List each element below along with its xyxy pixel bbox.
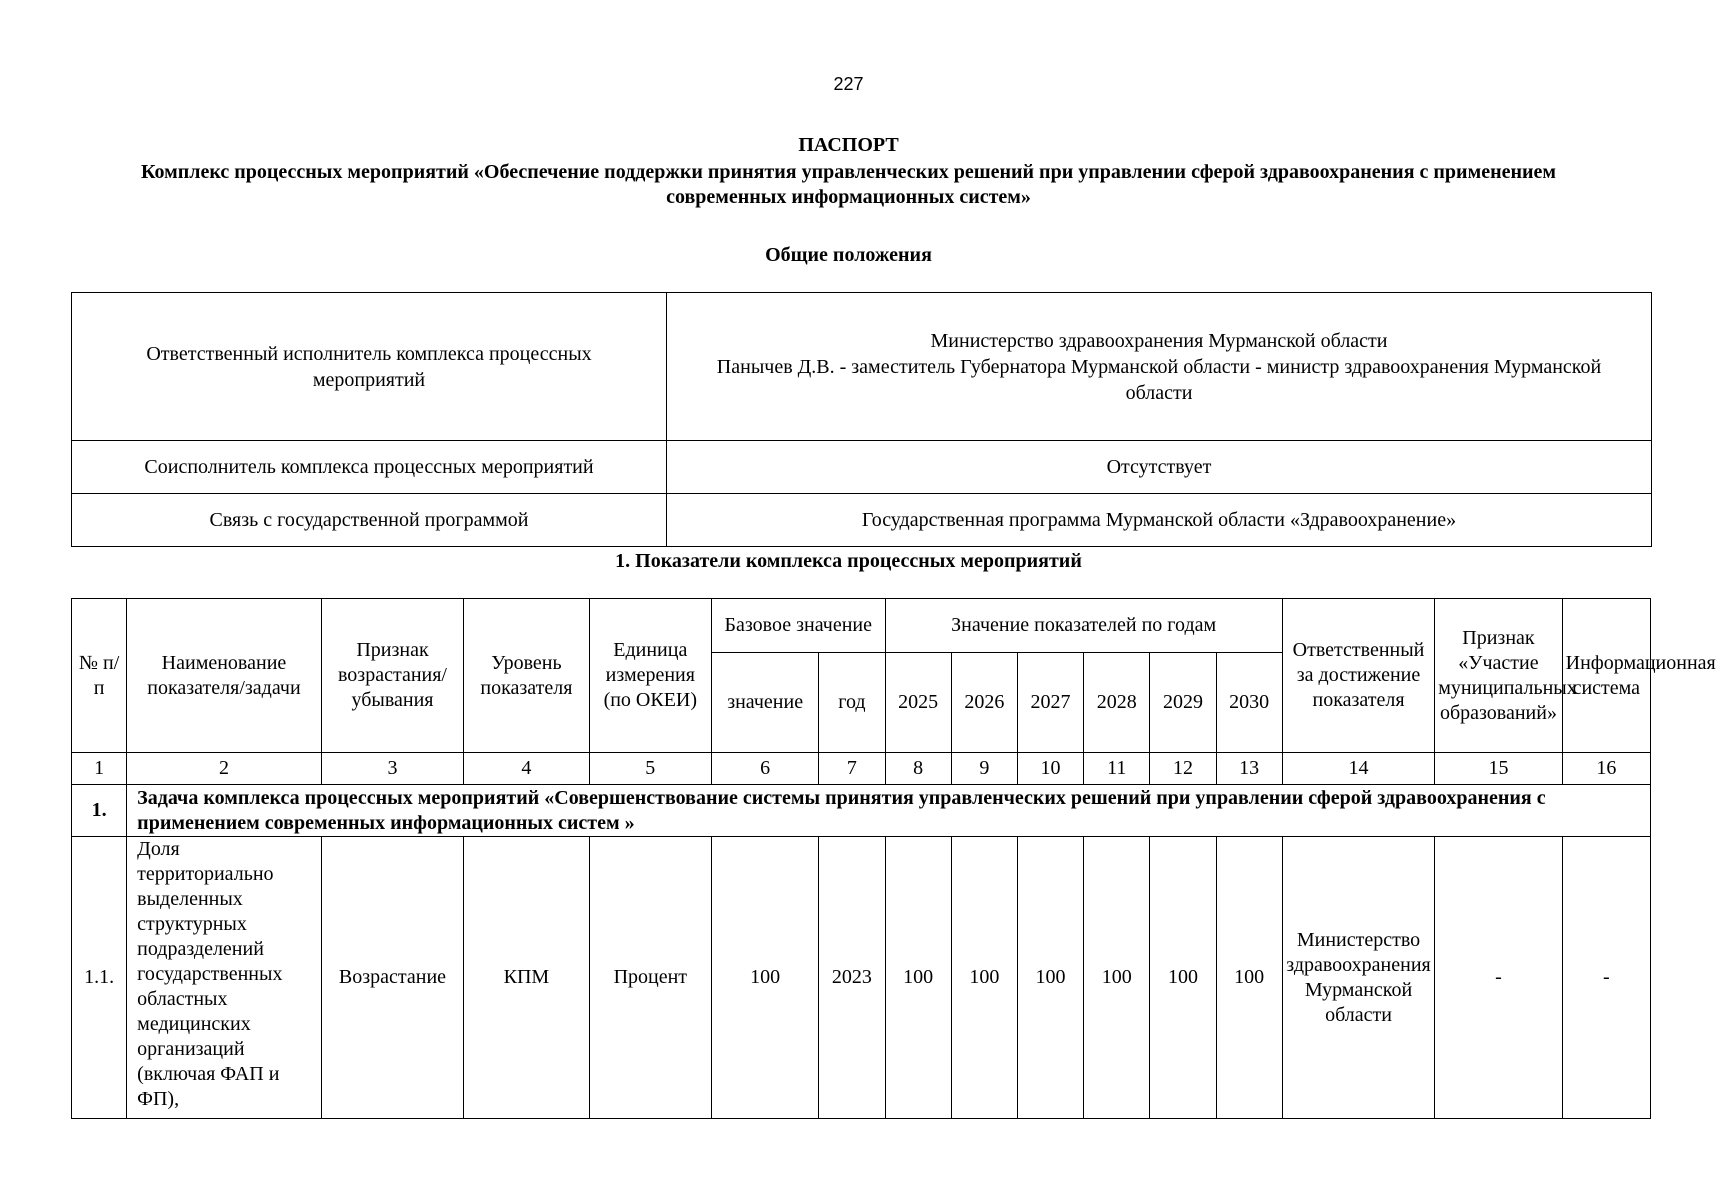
indicator-responsible: Министерство здравоохранения Мурманской области xyxy=(1282,837,1434,1119)
indicator-number: 1.1. xyxy=(72,837,127,1119)
table-row xyxy=(72,441,1652,494)
col-header-level: Уровень показателя xyxy=(464,599,589,753)
co-executor-label: Соисполнитель комплекса процессных мероприятий xyxy=(72,441,667,494)
indicator-unit: Процент xyxy=(589,837,711,1119)
column-number-row xyxy=(72,753,1651,785)
col-header-year-2027: 2027 xyxy=(1017,653,1083,753)
col-number: 9 xyxy=(951,753,1017,785)
indicator-trend: Возрастание xyxy=(321,837,463,1119)
table-row xyxy=(72,837,1651,1119)
col-header-base-year: год xyxy=(819,653,885,753)
col-header-number: № п/п xyxy=(72,599,127,753)
indicator-base-value: 100 xyxy=(711,837,818,1119)
indicator-municipal: - xyxy=(1435,837,1562,1119)
col-header-base: Базовое значение xyxy=(711,599,885,653)
indicator-value-2030: 100 xyxy=(1216,837,1282,1119)
co-executor-value: Отсутствует xyxy=(667,441,1652,494)
general-provisions-heading: Общие положения xyxy=(765,244,932,266)
indicator-value-2025: 100 xyxy=(885,837,951,1119)
indicator-value-2027: 100 xyxy=(1017,837,1083,1119)
ministry-name: Министерство здравоохранения Мурманской области xyxy=(930,329,1388,352)
responsible-executor-value xyxy=(667,293,1652,441)
table-row xyxy=(72,494,1652,547)
col-number: 12 xyxy=(1150,753,1216,785)
col-number: 5 xyxy=(589,753,711,785)
col-header-name: Наименование показателя/задачи xyxy=(127,599,322,753)
program-link-value: Государственная программа Мурманской области «Здравоохранение» xyxy=(667,494,1652,547)
minister-name: Панычев Д.В. - заместитель Губернатора Мурманской области - министр здравоохранения Мурманской области xyxy=(716,355,1602,404)
col-header-year-2029: 2029 xyxy=(1150,653,1216,753)
indicator-value-2029: 100 xyxy=(1150,837,1216,1119)
col-header-year-2028: 2028 xyxy=(1084,653,1150,753)
task-number: 1. xyxy=(72,785,127,837)
indicators-table xyxy=(71,598,1716,1119)
page-number: 227 xyxy=(833,74,864,94)
task-row xyxy=(72,785,1651,837)
col-number: 11 xyxy=(1084,753,1150,785)
col-number: 7 xyxy=(819,753,885,785)
col-header-years-group: Значение показателей по годам xyxy=(885,599,1282,653)
col-number: 8 xyxy=(885,753,951,785)
col-number: 1 xyxy=(72,753,127,785)
col-header-unit: Единица измерения (по ОКЕИ) xyxy=(589,599,711,753)
document-subtitle: Комплекс процессных мероприятий «Обеспечение поддержки принятия управленческих решений при управлении сферой здравоохранения с применением современных информационных систем» xyxy=(140,161,1557,208)
indicator-value-2026: 100 xyxy=(951,837,1017,1119)
col-number: 6 xyxy=(711,753,818,785)
header-row-1 xyxy=(72,599,1651,653)
col-number: 16 xyxy=(1562,753,1650,785)
general-provisions-table xyxy=(71,292,1652,547)
indicator-level: КПМ xyxy=(464,837,589,1119)
indicator-base-year: 2023 xyxy=(819,837,885,1119)
col-number: 3 xyxy=(321,753,463,785)
col-header-base-value: значение xyxy=(711,653,818,753)
col-number: 13 xyxy=(1216,753,1282,785)
document-title: ПАСПОРТ xyxy=(798,134,899,156)
program-link-label: Связь с государственной программой xyxy=(72,494,667,547)
indicator-value-2028: 100 xyxy=(1084,837,1150,1119)
indicators-heading: 1. Показатели комплекса процессных мероприятий xyxy=(615,550,1082,572)
indicator-name: Доля территориально выделенных структурных подразделений государственных областных медицинских организаций (включая ФАП и ФП), xyxy=(127,837,322,1119)
responsible-executor-label: Ответственный исполнитель комплекса процессных мероприятий xyxy=(72,293,667,441)
col-header-year-2030: 2030 xyxy=(1216,653,1282,753)
col-number: 15 xyxy=(1435,753,1562,785)
col-header-trend: Признак возрастания/ убывания xyxy=(321,599,463,753)
col-number: 2 xyxy=(127,753,322,785)
col-number: 10 xyxy=(1017,753,1083,785)
indicator-info-system: - xyxy=(1562,837,1650,1119)
col-header-responsible: Ответственный за достижение показателя xyxy=(1282,599,1434,753)
col-number: 4 xyxy=(464,753,589,785)
col-header-year-2025: 2025 xyxy=(885,653,951,753)
col-number: 14 xyxy=(1282,753,1434,785)
col-header-year-2026: 2026 xyxy=(951,653,1017,753)
col-header-municipal: Признак «Участие муниципальных образований» xyxy=(1435,599,1562,753)
table-row xyxy=(72,293,1652,441)
task-text: Задача комплекса процессных мероприятий «Совершенствование системы принятия управленческих решений при управлении сферой здравоохранения с применением современных информационных систем » xyxy=(127,785,1651,837)
col-header-info-system: Информационная система xyxy=(1562,599,1650,753)
